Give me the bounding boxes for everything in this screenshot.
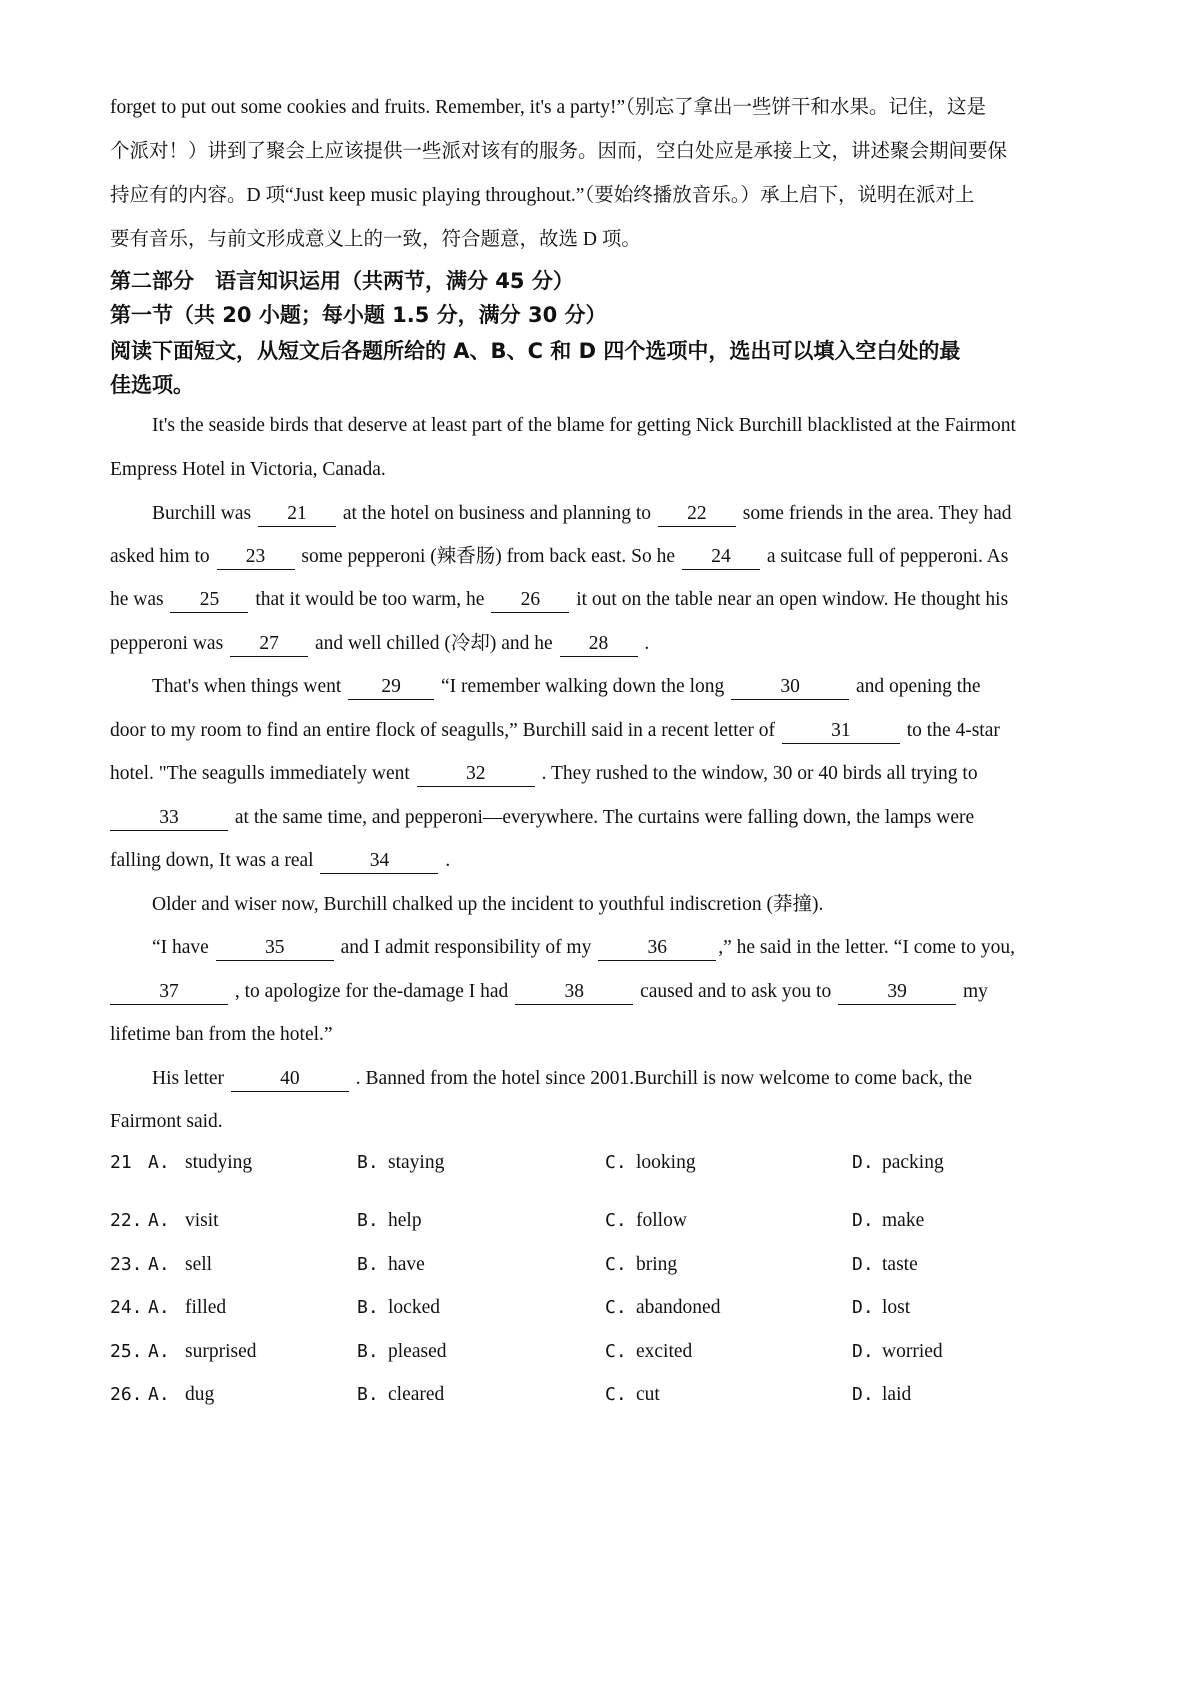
passage-text: Burchill was xyxy=(152,503,256,524)
passage-text: caused and to ask you to xyxy=(635,981,837,1002)
passage-text: and I admit responsibility of my xyxy=(335,937,597,958)
passage-text: my xyxy=(958,981,988,1002)
passage-text: some pepperoni (辣香肠) from back east. So he xyxy=(296,546,680,567)
option-d: worried xyxy=(882,1341,943,1362)
option-b: have xyxy=(388,1254,425,1275)
blank-31: 31 xyxy=(782,719,900,744)
question-25-options xyxy=(110,1341,1100,1371)
passage-text: pepperoni was xyxy=(110,633,229,654)
passage-line xyxy=(152,673,1142,701)
question-number: 26. xyxy=(110,1384,143,1405)
question-number: 25. xyxy=(110,1341,143,1362)
intro-line-1: forget to put out some cookies and fruits. Remember, it's a party!”（别忘了拿出一些饼干和水果。记住，这是 xyxy=(110,97,986,118)
intro-line-3: 持应有的内容。D 项“Just keep music playing throughout.”（要始终播放音乐。）承上启下，说明在派对上 xyxy=(110,185,975,206)
blank-23: 23 xyxy=(217,545,295,570)
passage-text: ,” he said in the letter. “I come to you, xyxy=(718,937,1015,958)
passage-text: door to my room to find an entire flock of seagulls,” Burchill said in a recent letter of xyxy=(110,720,780,741)
option-a: sell xyxy=(185,1254,213,1275)
question-26-options xyxy=(110,1384,1100,1414)
question-number: 22. xyxy=(110,1210,143,1231)
blank-22: 22 xyxy=(658,502,736,527)
option-letter: B. xyxy=(357,1384,379,1405)
passage-text: asked him to xyxy=(110,546,215,567)
passage-line xyxy=(110,717,1100,745)
option-b: cleared xyxy=(388,1384,445,1405)
blank-29: 29 xyxy=(348,675,434,700)
option-letter: A. xyxy=(148,1341,170,1362)
blank-24: 24 xyxy=(682,545,760,570)
question-number: 21 xyxy=(110,1152,132,1173)
passage-line xyxy=(110,630,1100,658)
option-letter: A. xyxy=(148,1297,170,1318)
passage-text: that it would be too warm, he xyxy=(250,589,490,610)
option-letter: C. xyxy=(605,1210,627,1231)
passage-text: at the same time, and pepperoni—everywhere. The curtains were falling down, the lamps were xyxy=(230,807,975,828)
option-b: locked xyxy=(388,1297,440,1318)
passage-text: His letter xyxy=(152,1068,229,1089)
option-a: filled xyxy=(185,1297,227,1318)
option-c: looking xyxy=(636,1152,696,1173)
blank-21: 21 xyxy=(258,502,336,527)
option-c: cut xyxy=(636,1384,660,1405)
passage-line xyxy=(152,500,1142,528)
passage-text: “I have xyxy=(152,937,214,958)
option-letter: A. xyxy=(148,1254,170,1275)
passage-text: a suitcase full of pepperoni. As xyxy=(761,546,1009,567)
passage-text: . xyxy=(639,633,650,654)
blank-38: 38 xyxy=(515,980,633,1005)
passage-text: it out on the table near an open window. He thought his xyxy=(571,589,1009,610)
passage-line xyxy=(110,760,1100,788)
instruction-line-1: 阅读下面短文，从短文后各题所给的 A、B、C 和 D 四个选项中，选出可以填入空白处的最 xyxy=(110,339,961,363)
option-d: laid xyxy=(882,1384,912,1405)
passage-text: “I remember walking down the long xyxy=(436,676,730,697)
passage-text: , to apologize for the-damage I had xyxy=(230,981,514,1002)
blank-34: 34 xyxy=(320,849,438,874)
option-letter: D. xyxy=(852,1152,874,1173)
blank-27: 27 xyxy=(230,632,308,657)
option-c: bring xyxy=(636,1254,678,1275)
option-d: make xyxy=(882,1210,925,1231)
passage-line: Older and wiser now, Burchill chalked up the incident to youthful indiscretion (莽撞). xyxy=(152,894,824,915)
question-24-options xyxy=(110,1297,1100,1327)
passage-line xyxy=(110,978,1100,1006)
question-23-options xyxy=(110,1254,1100,1284)
option-letter: A. xyxy=(148,1152,170,1173)
option-letter: C. xyxy=(605,1297,627,1318)
passage-line: Empress Hotel in Victoria, Canada. xyxy=(110,459,386,480)
blank-39: 39 xyxy=(838,980,956,1005)
option-d: lost xyxy=(882,1297,911,1318)
option-c: follow xyxy=(636,1210,687,1231)
question-number: 23. xyxy=(110,1254,143,1275)
option-a: dug xyxy=(185,1384,215,1405)
passage-text: to the 4-star xyxy=(901,720,1000,741)
part-title: 第二部分 语言知识运用（共两节，满分 45 分） xyxy=(110,269,574,293)
passage-text: falling down, It was a real xyxy=(110,850,319,871)
option-letter: A. xyxy=(148,1384,170,1405)
passage-line xyxy=(110,543,1100,571)
question-number: 24. xyxy=(110,1297,143,1318)
passage-text: at the hotel on business and planning to xyxy=(337,503,656,524)
option-a: surprised xyxy=(185,1341,257,1362)
option-letter: D. xyxy=(852,1341,874,1362)
passage-text: hotel. "The seagulls immediately went xyxy=(110,763,415,784)
option-letter: D. xyxy=(852,1254,874,1275)
option-b: help xyxy=(388,1210,422,1231)
blank-35: 35 xyxy=(216,936,334,961)
passage-line xyxy=(110,847,1100,875)
option-letter: D. xyxy=(852,1297,874,1318)
option-letter: B. xyxy=(357,1297,379,1318)
blank-30: 30 xyxy=(731,675,849,700)
blank-26: 26 xyxy=(491,588,569,613)
instruction-line-2: 佳选项。 xyxy=(110,373,194,397)
option-letter: D. xyxy=(852,1210,874,1231)
passage-line xyxy=(152,1065,1142,1093)
blank-28: 28 xyxy=(560,632,638,657)
blank-37: 37 xyxy=(110,980,228,1005)
passage-text: . They rushed to the window, 30 or 40 birds all trying to xyxy=(536,763,978,784)
blank-36: 36 xyxy=(598,936,716,961)
option-letter: A. xyxy=(148,1210,170,1231)
passage-line: It's the seaside birds that deserve at least part of the blame for getting Nick Burchill blacklisted at the Fairmont xyxy=(152,415,1016,436)
question-21-options xyxy=(110,1152,1100,1182)
blank-32: 32 xyxy=(417,762,535,787)
blank-33: 33 xyxy=(110,806,228,831)
intro-line-4: 要有音乐，与前文形成意义上的一致，符合题意，故选 D 项。 xyxy=(110,229,641,250)
passage-line: lifetime ban from the hotel.” xyxy=(110,1024,333,1045)
blank-25: 25 xyxy=(170,588,248,613)
option-letter: C. xyxy=(605,1254,627,1275)
passage-text: and well chilled (冷却) and he xyxy=(310,633,558,654)
option-letter: B. xyxy=(357,1254,379,1275)
passage-text: he was xyxy=(110,589,169,610)
passage-text: and opening the xyxy=(851,676,981,697)
option-letter: B. xyxy=(357,1152,379,1173)
section-title: 第一节（共 20 小题；每小题 1.5 分，满分 30 分） xyxy=(110,303,607,327)
passage-text: . Banned from the hotel since 2001.Burchill is now welcome to come back, the xyxy=(350,1068,973,1089)
option-letter: B. xyxy=(357,1341,379,1362)
option-a: visit xyxy=(185,1210,219,1231)
option-letter: D. xyxy=(852,1384,874,1405)
passage-text: . xyxy=(440,850,451,871)
option-letter: C. xyxy=(605,1152,627,1173)
option-d: taste xyxy=(882,1254,918,1275)
passage-line: Fairmont said. xyxy=(110,1111,223,1132)
option-a: studying xyxy=(185,1152,253,1173)
intro-line-2: 个派对！）讲到了聚会上应该提供一些派对该有的服务。因而，空白处应是承接上文，讲述聚会期间要保 xyxy=(110,141,1008,162)
option-letter: C. xyxy=(605,1384,627,1405)
passage-line xyxy=(110,804,1100,832)
passage-text: some friends in the area. They had xyxy=(737,503,1012,524)
question-22-options xyxy=(110,1210,1100,1240)
option-b: pleased xyxy=(388,1341,447,1362)
option-c: excited xyxy=(636,1341,693,1362)
option-letter: B. xyxy=(357,1210,379,1231)
passage-line xyxy=(152,934,1142,962)
option-d: packing xyxy=(882,1152,944,1173)
blank-40: 40 xyxy=(231,1067,349,1092)
option-c: abandoned xyxy=(636,1297,721,1318)
option-b: staying xyxy=(388,1152,445,1173)
option-letter: C. xyxy=(605,1341,627,1362)
passage-text: That's when things went xyxy=(152,676,347,697)
passage-line xyxy=(110,586,1100,614)
